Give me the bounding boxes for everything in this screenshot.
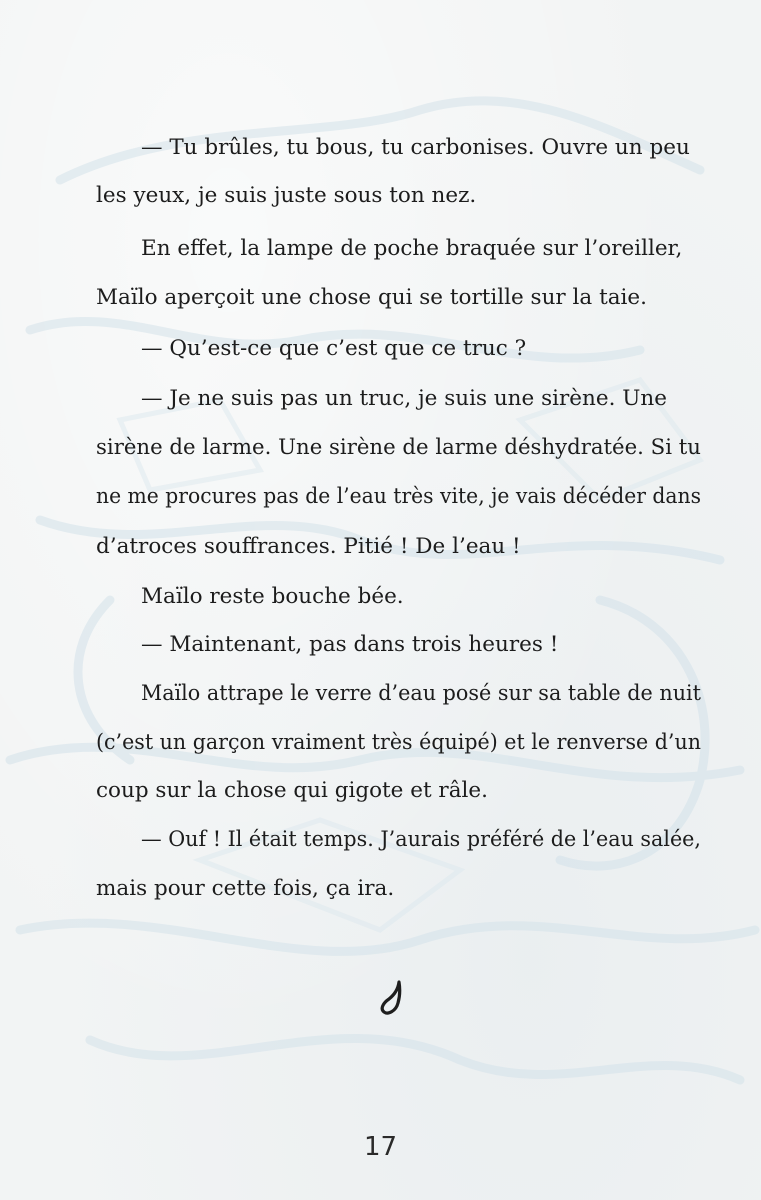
text-line: coup sur la chose qui gigote et râle. bbox=[96, 778, 488, 803]
text-line: mais pour cette fois, ça ira. bbox=[96, 876, 395, 901]
text-line: d’atroces souffrances. Pitié ! De l’eau ! bbox=[96, 534, 521, 559]
text-line: les yeux, je suis juste sous ton nez. bbox=[96, 183, 477, 208]
text-line: — Maintenant, pas dans trois heures ! bbox=[141, 632, 559, 657]
teardrop-ornament-icon bbox=[372, 978, 412, 1018]
text-line: — Je ne suis pas un truc, je suis une sirène. Une bbox=[141, 386, 667, 411]
page-number: 17 bbox=[363, 1132, 398, 1162]
text-line: En effet, la lampe de poche braquée sur l’oreiller, bbox=[141, 236, 683, 261]
text-line: Maïlo attrape le verre d’eau posé sur sa table de nuit bbox=[141, 681, 702, 706]
text-line: Maïlo reste bouche bée. bbox=[141, 584, 404, 609]
text-line: (c’est un garçon vraiment très équipé) et le renverse d’un bbox=[96, 730, 701, 755]
text-line: — Qu’est-ce que c’est que ce truc ? bbox=[141, 336, 527, 361]
text-line: ne me procures pas de l’eau très vite, je vais décéder dans bbox=[96, 484, 701, 509]
text-line: — Tu brûles, tu bous, tu carbonises. Ouvre un peu bbox=[141, 135, 690, 160]
text-line: Maïlo aperçoit une chose qui se tortille sur la taie. bbox=[96, 285, 647, 310]
text-line: sirène de larme. Une sirène de larme déshydratée. Si tu bbox=[96, 435, 701, 460]
text-line: — Ouf ! Il était temps. J’aurais préféré de l’eau salée, bbox=[141, 827, 701, 852]
